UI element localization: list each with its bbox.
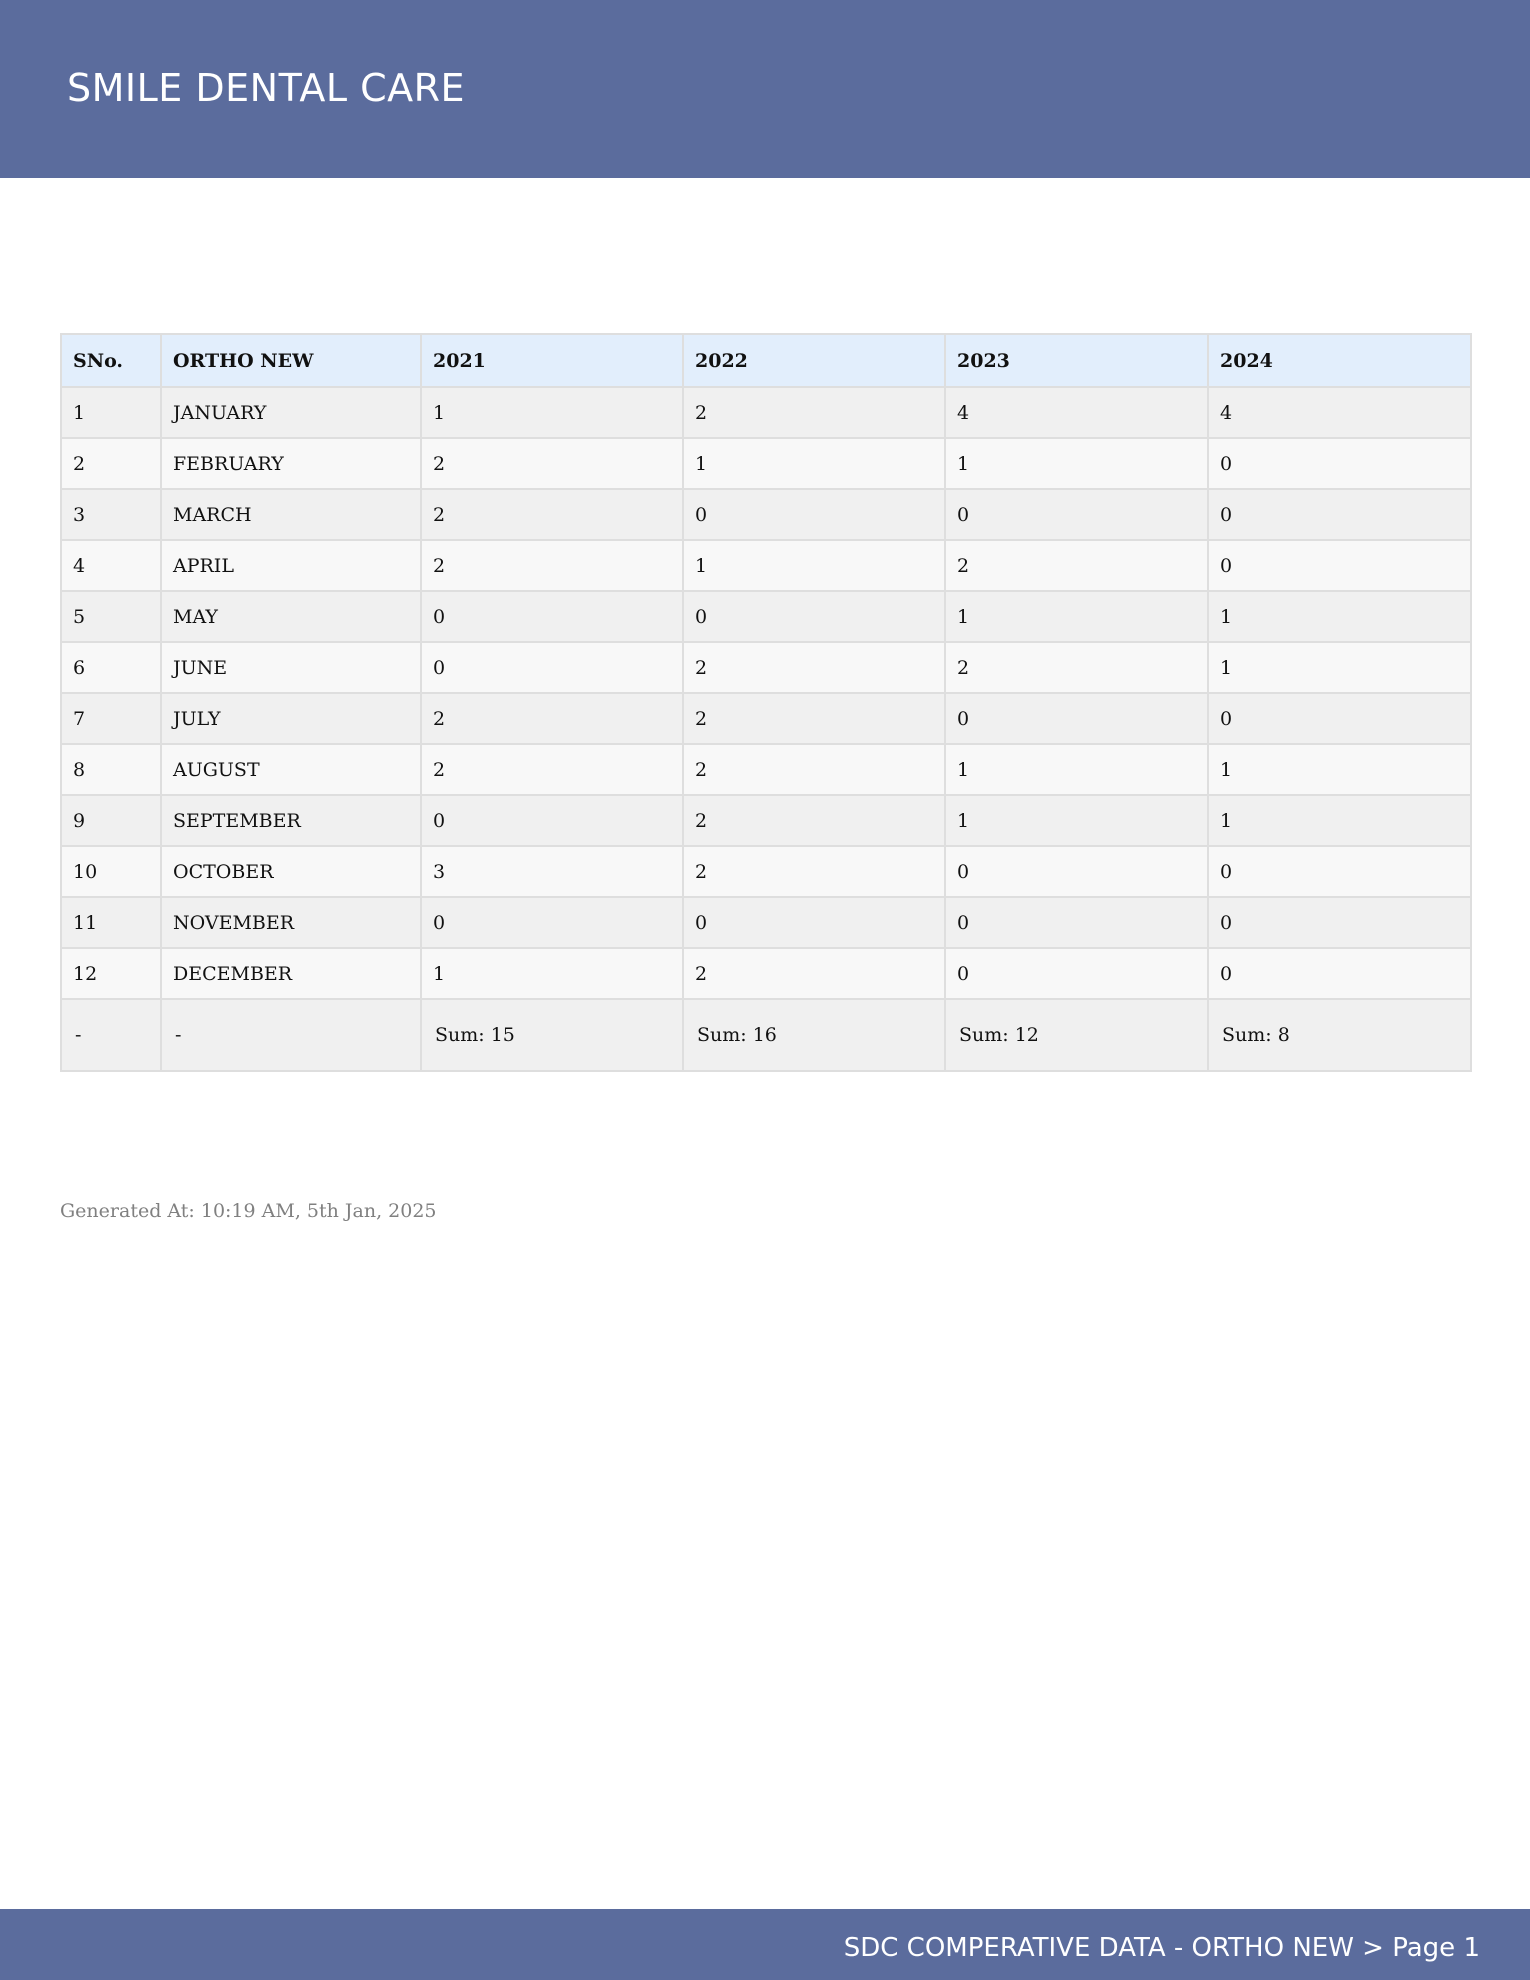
table-row: [61, 540, 1471, 591]
cell-2022: 1: [683, 540, 945, 591]
cell-2024: 0: [1208, 846, 1471, 897]
cell-2023: 2: [945, 642, 1208, 693]
cell-2022: 2: [683, 642, 945, 693]
cell-2023: 1: [945, 438, 1208, 489]
cell-2022: 2: [683, 846, 945, 897]
table-row: [61, 591, 1471, 642]
cell-2023: 1: [945, 744, 1208, 795]
column-header-2023: 2023: [945, 334, 1208, 387]
cell-month: DECEMBER: [161, 948, 421, 999]
cell-2022: 0: [683, 591, 945, 642]
cell-2023: 2: [945, 540, 1208, 591]
table-row: [61, 948, 1471, 999]
cell-month: NOVEMBER: [161, 897, 421, 948]
cell-sno: 6: [61, 642, 161, 693]
footer-text: SDC COMPERATIVE DATA - ORTHO NEW > Page 1: [843, 1933, 1480, 1963]
sum-cell-2022: Sum: 16: [683, 999, 945, 1071]
cell-sno: 1: [61, 387, 161, 438]
cell-2022: 0: [683, 489, 945, 540]
header-title: SMILE DENTAL CARE: [67, 66, 466, 110]
cell-sno: 11: [61, 897, 161, 948]
cell-2021: 1: [421, 948, 683, 999]
cell-2024: 0: [1208, 489, 1471, 540]
table-row: [61, 693, 1471, 744]
cell-2023: 0: [945, 897, 1208, 948]
cell-month: JUNE: [161, 642, 421, 693]
column-header-2021: 2021: [421, 334, 683, 387]
sum-cell-2021: Sum: 15: [421, 999, 683, 1071]
cell-sno: 4: [61, 540, 161, 591]
cell-2022: 0: [683, 897, 945, 948]
sum-cell-2024: Sum: 8: [1208, 999, 1471, 1071]
column-header-sno: SNo.: [61, 334, 161, 387]
cell-month: JANUARY: [161, 387, 421, 438]
cell-2023: 0: [945, 948, 1208, 999]
cell-sno: 9: [61, 795, 161, 846]
cell-sno: 5: [61, 591, 161, 642]
cell-2022: 2: [683, 795, 945, 846]
cell-2023: 0: [945, 693, 1208, 744]
cell-2023: 1: [945, 591, 1208, 642]
cell-2023: 1: [945, 795, 1208, 846]
table-row: [61, 795, 1471, 846]
cell-2024: 1: [1208, 591, 1471, 642]
table-row: [61, 438, 1471, 489]
cell-2022: 2: [683, 387, 945, 438]
table-row: [61, 744, 1471, 795]
cell-month: AUGUST: [161, 744, 421, 795]
cell-month: APRIL: [161, 540, 421, 591]
cell-sno: 12: [61, 948, 161, 999]
cell-2024: 0: [1208, 693, 1471, 744]
table-row: [61, 387, 1471, 438]
column-header-2022: 2022: [683, 334, 945, 387]
cell-month: SEPTEMBER: [161, 795, 421, 846]
cell-month: MAY: [161, 591, 421, 642]
cell-2022: 1: [683, 438, 945, 489]
sum-cell-month: -: [161, 999, 421, 1071]
cell-2024: 0: [1208, 540, 1471, 591]
cell-sno: 3: [61, 489, 161, 540]
table-row: [61, 642, 1471, 693]
footer-bar: [0, 1909, 1530, 1980]
cell-month: JULY: [161, 693, 421, 744]
cell-2021: 0: [421, 897, 683, 948]
cell-2024: 0: [1208, 897, 1471, 948]
cell-2022: 2: [683, 948, 945, 999]
cell-month: FEBRUARY: [161, 438, 421, 489]
cell-2021: 0: [421, 642, 683, 693]
cell-2024: 1: [1208, 795, 1471, 846]
cell-2021: 2: [421, 489, 683, 540]
sum-cell-2023: Sum: 12: [945, 999, 1208, 1071]
table-row: [61, 897, 1471, 948]
cell-2021: 1: [421, 387, 683, 438]
cell-2021: 2: [421, 438, 683, 489]
sum-row: [61, 999, 1471, 1071]
cell-2021: 0: [421, 591, 683, 642]
cell-2024: 0: [1208, 438, 1471, 489]
cell-2023: 0: [945, 846, 1208, 897]
cell-sno: 8: [61, 744, 161, 795]
header-bar: [0, 0, 1530, 178]
cell-sno: 10: [61, 846, 161, 897]
cell-2022: 2: [683, 693, 945, 744]
cell-2021: 0: [421, 795, 683, 846]
cell-2023: 4: [945, 387, 1208, 438]
table-row: [61, 846, 1471, 897]
cell-month: OCTOBER: [161, 846, 421, 897]
cell-2024: 1: [1208, 642, 1471, 693]
table-row: [61, 489, 1471, 540]
cell-2023: 0: [945, 489, 1208, 540]
generated-timestamp: Generated At: 10:19 AM, 5th Jan, 2025: [60, 1200, 437, 1222]
cell-2021: 2: [421, 744, 683, 795]
cell-2024: 1: [1208, 744, 1471, 795]
cell-2024: 0: [1208, 948, 1471, 999]
cell-sno: 2: [61, 438, 161, 489]
sum-cell-sno: -: [61, 999, 161, 1071]
data-table: [60, 333, 1472, 1072]
column-header-ortho-new: ORTHO NEW: [161, 334, 421, 387]
cell-month: MARCH: [161, 489, 421, 540]
cell-2024: 4: [1208, 387, 1471, 438]
cell-2021: 2: [421, 540, 683, 591]
cell-2022: 2: [683, 744, 945, 795]
column-header-2024: 2024: [1208, 334, 1471, 387]
table-header-row: [61, 334, 1471, 387]
cell-sno: 7: [61, 693, 161, 744]
cell-2021: 2: [421, 693, 683, 744]
cell-2021: 3: [421, 846, 683, 897]
